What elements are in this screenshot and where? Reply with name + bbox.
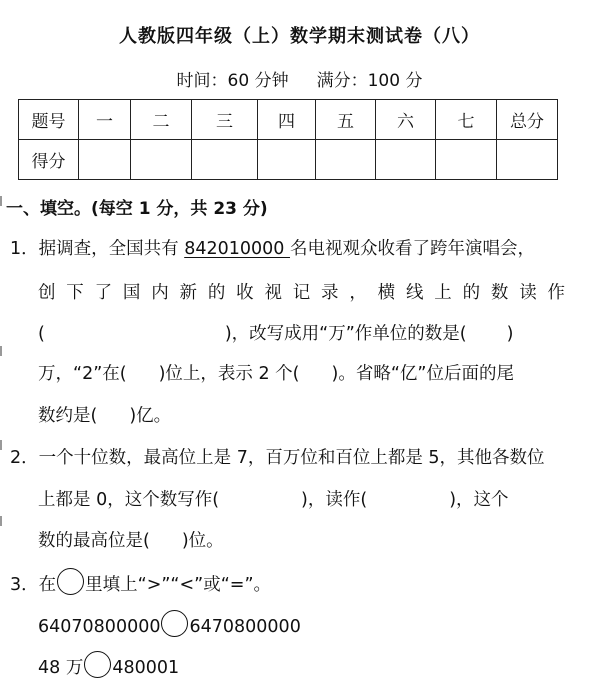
- question-text: 1．据调查，全国共有: [10, 239, 185, 259]
- page-title: 人教版四年级（上）数学期末测试卷（八）: [119, 26, 480, 47]
- question-text: 里填上“>”“<”或“=”。: [85, 575, 272, 595]
- question-text: 上都是 0，这个数写作(: [38, 490, 220, 510]
- question-text: 3．在: [10, 575, 57, 595]
- table-cell: 总分: [497, 100, 558, 140]
- section-heading: 一、填空。(每空 1 分，共 23 分): [6, 199, 268, 219]
- question-1-line-2: 创下了国内新的收视记录，横线上的数读作: [38, 283, 565, 303]
- score-entry-cell[interactable]: [79, 140, 131, 180]
- comparison-left: 48 万: [38, 658, 84, 678]
- question-text: (: [38, 324, 45, 344]
- comparison-left: 64070800000: [38, 617, 161, 637]
- score-entry-cell[interactable]: [192, 140, 258, 180]
- question-2-line-2: [38, 486, 509, 511]
- question-2-line-1: 2．一个十位数，最高位上是 7，百万位和百位上都是 5，其他各数位: [10, 448, 545, 468]
- score-table: [18, 99, 558, 180]
- circle-blank-icon: [57, 568, 84, 595]
- comparison-circle[interactable]: [161, 610, 188, 637]
- question-1-line-5: [38, 402, 171, 427]
- question-text: 万，“2”在(: [38, 364, 127, 384]
- table-cell: 三: [192, 100, 258, 140]
- table-cell: 六: [376, 100, 436, 140]
- full-score: 满分：100 分: [316, 71, 423, 91]
- underlined-number: 842010000: [184, 239, 290, 259]
- question-text: )，读作(: [301, 490, 368, 510]
- score-table-header-row: [19, 100, 558, 140]
- question-text: )，改写成用“万”作单位的数是(: [224, 324, 467, 344]
- question-text: 名电视观众收看了跨年演唱会，: [289, 239, 535, 259]
- question-text: )。省略“亿”位后面的尾: [331, 364, 514, 384]
- table-cell: 七: [436, 100, 497, 140]
- score-entry-cell[interactable]: [497, 140, 558, 180]
- table-cell: 四: [258, 100, 316, 140]
- table-cell: 题号: [19, 100, 79, 140]
- page-edge-marks: [0, 0, 4, 681]
- question-text: 数约是(: [38, 406, 98, 426]
- score-entry-cell[interactable]: [436, 140, 497, 180]
- question-text: )位。: [181, 531, 224, 551]
- comparison-right: 6470800000: [189, 617, 301, 637]
- question-1-line-3: [38, 320, 513, 345]
- score-entry-cell[interactable]: [316, 140, 376, 180]
- table-cell: 得分: [19, 140, 79, 180]
- question-text: )，这个: [449, 490, 509, 510]
- comparison-1: [38, 610, 301, 637]
- table-cell: 二: [131, 100, 192, 140]
- exam-info: [0, 66, 599, 91]
- question-3-line-1: [10, 568, 271, 596]
- score-entry-cell[interactable]: [131, 140, 192, 180]
- comparison-circle[interactable]: [84, 651, 111, 678]
- question-1-line-4: [38, 360, 514, 385]
- score-entry-cell[interactable]: [376, 140, 436, 180]
- question-2-line-3: [38, 527, 224, 552]
- score-entry-cell[interactable]: [258, 140, 316, 180]
- time-limit: 时间：60 分钟: [176, 71, 289, 91]
- question-text: )亿。: [129, 406, 172, 426]
- table-cell: 五: [316, 100, 376, 140]
- question-text: ): [506, 324, 514, 344]
- question-1-line-1: [10, 235, 535, 260]
- question-text: )位上，表示 2 个(: [158, 364, 300, 384]
- comparison-2: [38, 651, 179, 679]
- comparison-right: 480001: [112, 658, 180, 678]
- table-cell: 一: [79, 100, 131, 140]
- score-table-score-row: [19, 140, 558, 180]
- question-text: 数的最高位是(: [38, 531, 150, 551]
